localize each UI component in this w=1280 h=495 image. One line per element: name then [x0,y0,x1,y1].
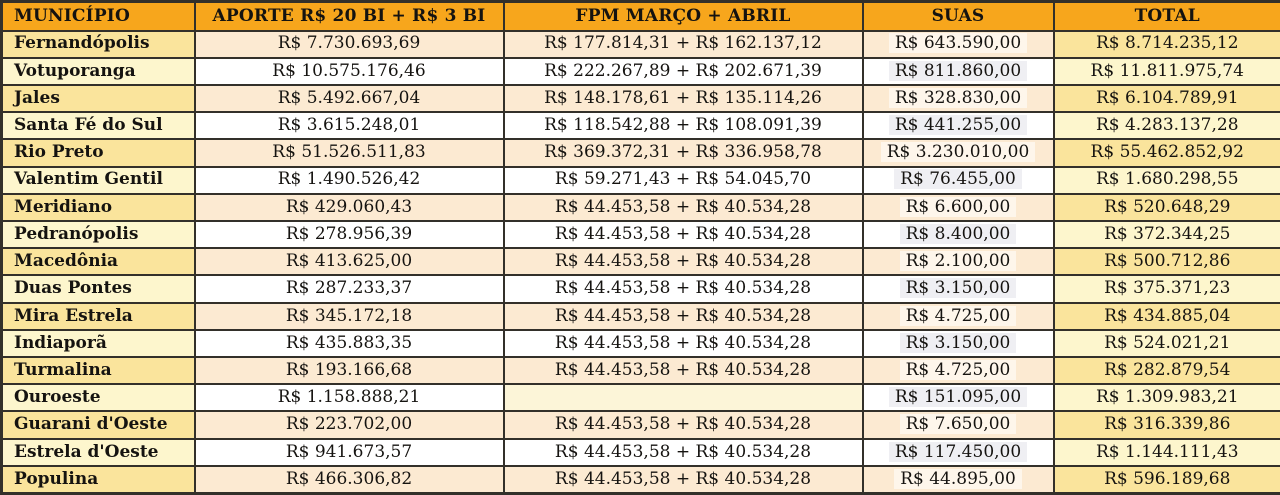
suas-cell [863,248,1054,275]
table-row [2,112,1280,139]
table-row [2,303,1280,330]
aporte-cell: R$ 413.625,00 [195,248,504,275]
total-cell: R$ 434.885,04 [1054,303,1280,330]
total-cell: R$ 6.104.789,91 [1054,85,1280,112]
aporte-cell: R$ 51.526.511,83 [195,139,504,166]
suas-cell [863,439,1054,466]
table-row [2,85,1280,112]
suas-cell [863,167,1054,194]
total-cell: R$ 282.879,54 [1054,357,1280,384]
suas-value: R$ 3.150,00 [900,333,1017,353]
fpm-cell: R$ 44.453,58 + R$ 40.534,28 [504,194,863,221]
aporte-cell: R$ 1.490.526,42 [195,167,504,194]
suas-value: R$ 4.725,00 [900,306,1017,326]
suas-value: R$ 8.400,00 [900,224,1017,244]
column-header-municipio: MUNICÍPIO [2,2,195,31]
suas-value: R$ 117.450,00 [889,442,1027,462]
aporte-cell: R$ 223.702,00 [195,411,504,438]
fpm-cell: R$ 44.453,58 + R$ 40.534,28 [504,330,863,357]
total-cell: R$ 372.344,25 [1054,221,1280,248]
fpm-cell: R$ 44.453,58 + R$ 40.534,28 [504,303,863,330]
fpm-cell: R$ 369.372,31 + R$ 336.958,78 [504,139,863,166]
aporte-cell: R$ 429.060,43 [195,194,504,221]
total-cell: R$ 520.648,29 [1054,194,1280,221]
municipio-cell: Pedranópolis [2,221,195,248]
municipio-cell: Santa Fé do Sul [2,112,195,139]
fpm-cell: R$ 44.453,58 + R$ 40.534,28 [504,248,863,275]
table-row [2,194,1280,221]
table-row [2,167,1280,194]
table-row [2,357,1280,384]
aporte-cell: R$ 287.233,37 [195,275,504,302]
table-row [2,411,1280,438]
municipio-cell: Mira Estrela [2,303,195,330]
header-row [2,2,1280,31]
fpm-cell: R$ 44.453,58 + R$ 40.534,28 [504,411,863,438]
total-cell: R$ 1.144.111,43 [1054,439,1280,466]
fpm-cell: R$ 44.453,58 + R$ 40.534,28 [504,357,863,384]
fpm-cell: R$ 44.453,58 + R$ 40.534,28 [504,466,863,494]
suas-value: R$ 643.590,00 [889,33,1027,53]
fpm-cell: R$ 148.178,61 + R$ 135.114,26 [504,85,863,112]
table-row [2,248,1280,275]
total-cell: R$ 11.811.975,74 [1054,58,1280,85]
total-cell: R$ 500.712,86 [1054,248,1280,275]
table-row [2,466,1280,494]
fpm-cell: R$ 177.814,31 + R$ 162.137,12 [504,31,863,58]
suas-cell [863,275,1054,302]
column-header-aporte: APORTE R$ 20 BI + R$ 3 BI [195,2,504,31]
municipio-cell: Macedônia [2,248,195,275]
total-cell: R$ 1.680.298,55 [1054,167,1280,194]
aporte-cell: R$ 193.166,68 [195,357,504,384]
table-row [2,384,1280,411]
suas-value: R$ 44.895,00 [894,469,1022,489]
municipio-cell: Duas Pontes [2,275,195,302]
suas-value: R$ 441.255,00 [889,115,1027,135]
municipio-cell: Turmalina [2,357,195,384]
municipio-cell: Indiaporã [2,330,195,357]
fpm-cell: R$ 44.453,58 + R$ 40.534,28 [504,221,863,248]
total-cell: R$ 596.189,68 [1054,466,1280,494]
total-cell: R$ 1.309.983,21 [1054,384,1280,411]
suas-cell [863,357,1054,384]
table-header [2,2,1280,31]
aporte-cell: R$ 1.158.888,21 [195,384,504,411]
municipio-cell: Valentim Gentil [2,167,195,194]
table-row [2,439,1280,466]
fpm-cell [504,384,863,411]
column-header-fpm: FPM MARÇO + ABRIL [504,2,863,31]
column-header-total: TOTAL [1054,2,1280,31]
total-cell: R$ 55.462.852,92 [1054,139,1280,166]
suas-cell [863,303,1054,330]
suas-value: R$ 328.830,00 [889,88,1027,108]
table-row [2,330,1280,357]
suas-value: R$ 811.860,00 [889,61,1027,81]
column-header-suas: SUAS [863,2,1054,31]
municipio-cell: Fernandópolis [2,31,195,58]
suas-cell [863,112,1054,139]
aporte-cell: R$ 345.172,18 [195,303,504,330]
suas-value: R$ 2.100,00 [900,251,1017,271]
suas-cell [863,466,1054,494]
suas-value: R$ 3.230.010,00 [881,142,1036,162]
suas-cell [863,411,1054,438]
aporte-cell: R$ 7.730.693,69 [195,31,504,58]
table-row [2,275,1280,302]
total-cell: R$ 524.021,21 [1054,330,1280,357]
aporte-cell: R$ 3.615.248,01 [195,112,504,139]
municipio-cell: Populina [2,466,195,494]
municipio-cell: Votuporanga [2,58,195,85]
suas-value: R$ 76.455,00 [894,169,1022,189]
suas-cell [863,221,1054,248]
suas-cell [863,85,1054,112]
fpm-cell: R$ 222.267,89 + R$ 202.671,39 [504,58,863,85]
total-cell: R$ 4.283.137,28 [1054,112,1280,139]
municipio-cell: Jales [2,85,195,112]
aporte-cell: R$ 5.492.667,04 [195,85,504,112]
table-row [2,221,1280,248]
total-cell: R$ 316.339,86 [1054,411,1280,438]
fpm-cell: R$ 118.542,88 + R$ 108.091,39 [504,112,863,139]
suas-cell [863,194,1054,221]
suas-value: R$ 151.095,00 [889,387,1027,407]
fpm-cell: R$ 44.453,58 + R$ 40.534,28 [504,275,863,302]
municipio-cell: Estrela d'Oeste [2,439,195,466]
table-row [2,58,1280,85]
aporte-cell: R$ 10.575.176,46 [195,58,504,85]
aporte-cell: R$ 435.883,35 [195,330,504,357]
table-row [2,139,1280,166]
aporte-cell: R$ 466.306,82 [195,466,504,494]
table-row [2,31,1280,58]
suas-value: R$ 3.150,00 [900,278,1017,298]
total-cell: R$ 375.371,23 [1054,275,1280,302]
suas-cell [863,31,1054,58]
fpm-cell: R$ 59.271,43 + R$ 54.045,70 [504,167,863,194]
municipio-cell: Meridiano [2,194,195,221]
aporte-cell: R$ 278.956,39 [195,221,504,248]
suas-cell [863,58,1054,85]
suas-value: R$ 6.600,00 [900,197,1017,217]
total-cell: R$ 8.714.235,12 [1054,31,1280,58]
municipio-cell: Ouroeste [2,384,195,411]
table-body [2,31,1280,494]
suas-cell [863,384,1054,411]
suas-cell [863,330,1054,357]
municipio-cell: Guarani d'Oeste [2,411,195,438]
aporte-cell: R$ 941.673,57 [195,439,504,466]
suas-cell [863,139,1054,166]
suas-value: R$ 7.650,00 [900,414,1017,434]
fpm-cell: R$ 44.453,58 + R$ 40.534,28 [504,439,863,466]
suas-value: R$ 4.725,00 [900,360,1017,380]
municipio-cell: Rio Preto [2,139,195,166]
